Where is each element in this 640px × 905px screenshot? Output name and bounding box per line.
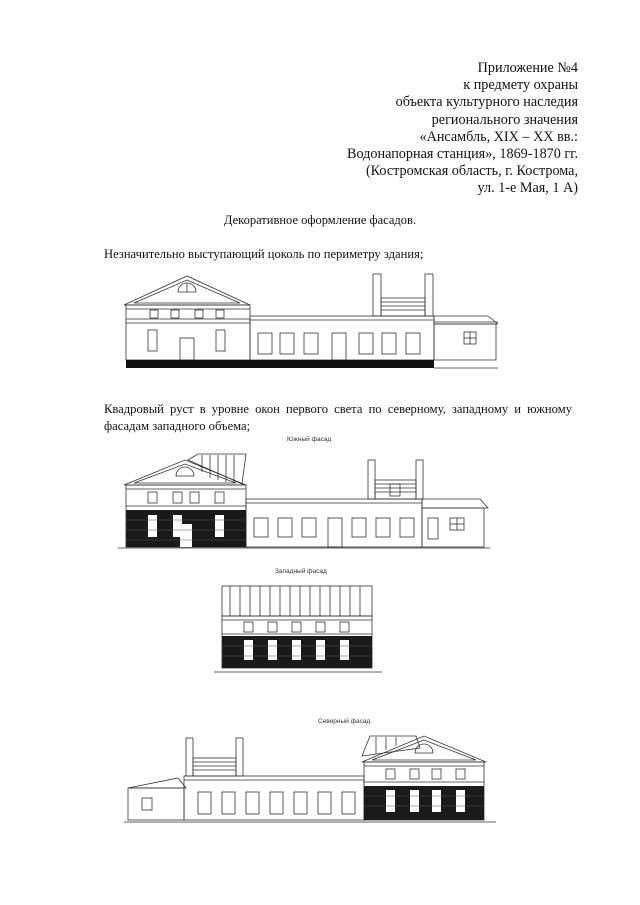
rustication-band xyxy=(364,786,484,820)
section-title: Декоративное оформление фасадов. xyxy=(223,213,417,227)
item-rustication-text: Квадровый руст в уровне окон первого света по северному, западному и южному фасадам западного объема; xyxy=(104,402,572,433)
facade-plinth-drawing xyxy=(118,272,502,370)
south-facade-drawing xyxy=(118,450,492,552)
north-facade-drawing xyxy=(124,730,498,826)
header-line-5: «Ансамбль, XIX – XX вв.: xyxy=(419,128,578,145)
header-line-1: Приложение №4 xyxy=(477,60,578,76)
header-line-6: Водонапорная станция», 1869-1870 гг. xyxy=(347,146,578,163)
header-line-3: объекта культурного наследия xyxy=(395,94,578,111)
south-facade-caption: Южный фасад xyxy=(287,436,332,443)
header-line-8: ул. 1-е Мая, 1 А) xyxy=(477,180,578,197)
header-line-7: (Костромская область, г. Кострома, xyxy=(365,163,578,180)
header-line-2: к предмету охраны xyxy=(463,77,578,94)
appendix-header xyxy=(248,60,578,198)
west-facade-caption: Западный фасад xyxy=(275,568,327,575)
north-facade-caption: Северный фасад xyxy=(318,718,371,725)
west-facade-drawing xyxy=(214,582,384,676)
plinth-band xyxy=(126,360,434,368)
item-plinth-text: Незначительно выступающий цоколь по периметру здания; xyxy=(104,247,424,261)
header-line-4: регионального значения xyxy=(431,111,578,128)
